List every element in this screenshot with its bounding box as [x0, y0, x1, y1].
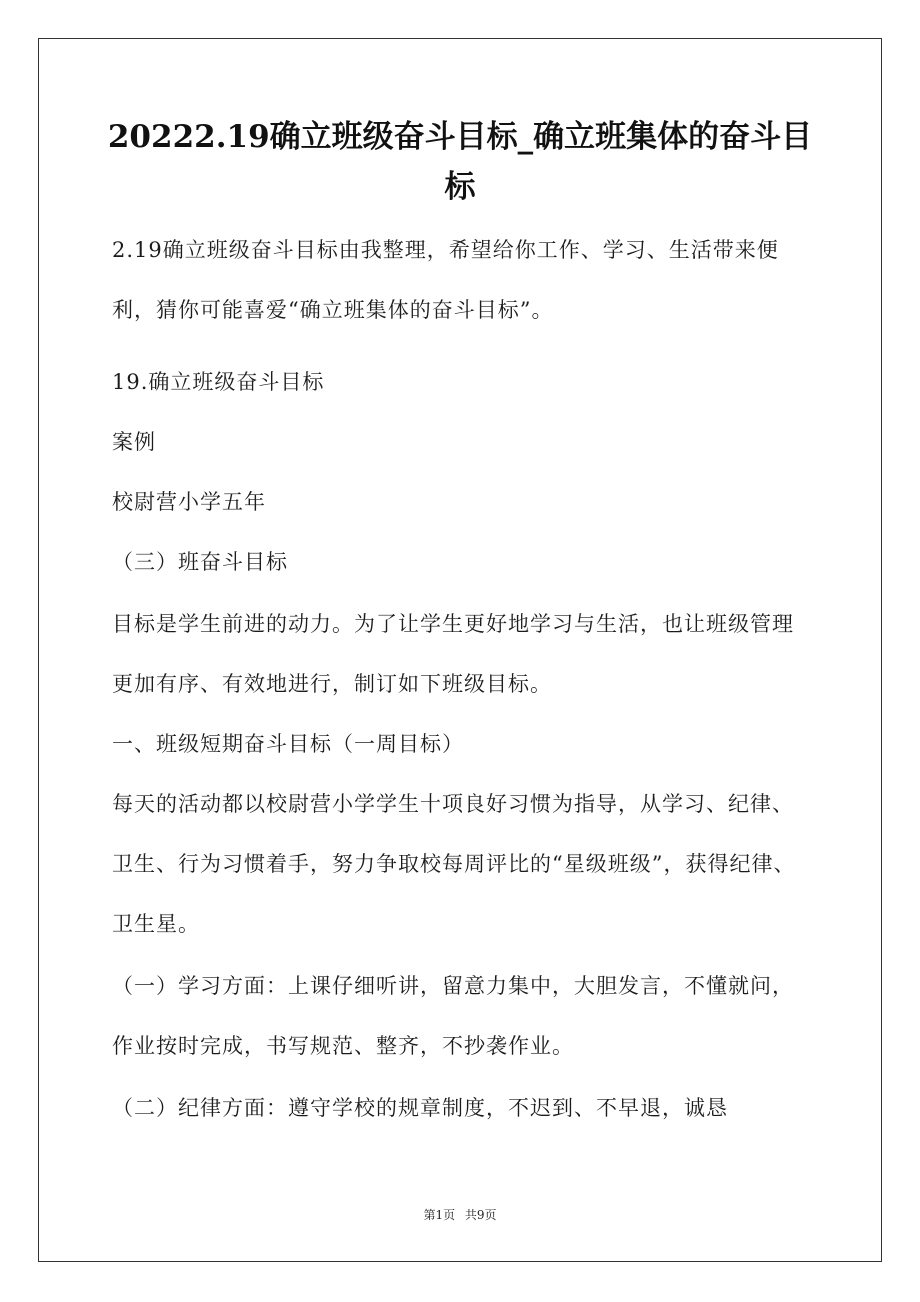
discipline-paragraph: （二）纪律方面：遵守学校的规章制度，不迟到、不早退，诚恳: [112, 1096, 728, 1120]
page-footer: [0, 1206, 920, 1223]
daily-activity-paragraph: 每天的活动都以校尉营小学学生十项良好习惯为指导，从学习、纪律、卫生、行为习惯着手，努力争取校每周评比的“星级班级”，获得纪律、卫生星。: [112, 792, 796, 936]
study-paragraph: （一）学习方面：上课仔细听讲，留意力集中，大胆发言，不懂就问，作业按时完成，书写规范、整齐，不抄袭作业。: [112, 974, 794, 1058]
school-label: 校尉营小学五年: [112, 490, 266, 514]
short-term-heading: 一、班级短期奋斗目标（一周目标）: [112, 732, 464, 756]
intro-paragraph: 2.19确立班级奋斗目标由我整理，希望给你工作、学习、生活带来便利，猜你可能喜爱“确立班集体的奋斗目标”。: [112, 238, 779, 322]
page-number: 第1页: [423, 1208, 456, 1222]
goal-paragraph: 目标是学生前进的动力。为了让学生更好地学习与生活，也让班级管理更加有序、有效地进行，制订如下班级目标。: [112, 612, 794, 696]
case-label: 案例: [112, 430, 156, 454]
subsection-heading: （三）班奋斗目标: [112, 550, 288, 574]
document-title: 20222.19确立班级奋斗目标_确立班集体的奋斗目标: [107, 119, 813, 205]
section-heading: 19.确立班级奋斗目标: [112, 370, 325, 394]
page-total: 共9页: [464, 1208, 497, 1222]
